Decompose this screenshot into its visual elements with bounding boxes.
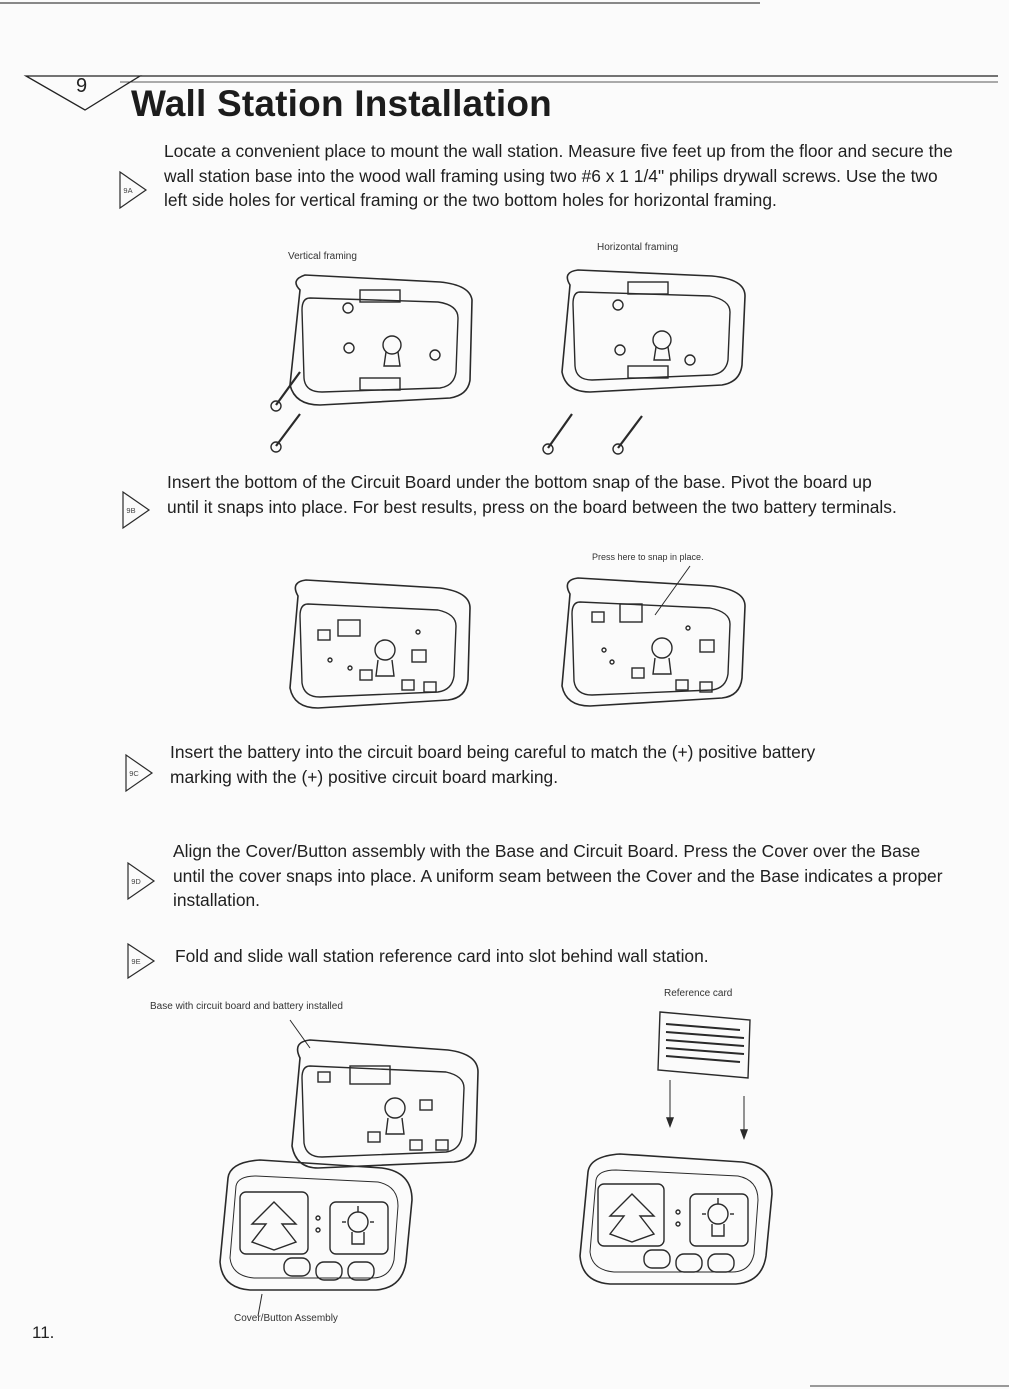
step-9e-text: Fold and slide wall station reference card into slot behind wall station. [175, 946, 709, 966]
caption-reference-card: Reference card [664, 988, 733, 999]
step-9a-text: Locate a convenient place to mount the wall station. Measure five feet up from the floor and secure the wall station base into the wood wall framing using two #6 x 1 1/4" philips drywall screws. Use the two left side holes for vertical framing or the two bottom holes for horizontal framing. [164, 141, 953, 210]
page-number: 11. [32, 1323, 55, 1342]
caption-vertical-framing: Vertical framing [288, 251, 357, 262]
cover-assembly-drawing [220, 1160, 412, 1316]
step-marker-9a: 9A [123, 186, 133, 195]
step-9c-text: Insert the battery into the circuit board being careful to match the (+) positive battery marking with the (+) positive circuit board marking. [170, 742, 816, 787]
step-marker-9c: 9C [129, 769, 139, 778]
base-installed-drawing [290, 1020, 478, 1168]
caption-cover-assembly: Cover/Button Assembly [234, 1313, 338, 1324]
base-horizontal-framing-drawing [543, 270, 745, 454]
reference-card-drawing [658, 1012, 750, 1138]
step-9d-text: Align the Cover/Button assembly with the Base and Circuit Board. Press the Cover over the Base until the cover snaps into place. A uniform seam between the Cover and the Base indicates a proper installation. [173, 841, 943, 910]
base-vertical-framing-drawing [271, 275, 472, 452]
step-marker-9e: 9E [131, 957, 141, 966]
circuit-board-drawing-left [290, 580, 470, 708]
caption-base-installed: Base with circuit board and battery installed [150, 1001, 343, 1012]
step-9b-text: Insert the bottom of the Circuit Board under the bottom snap of the base. Pivot the board up until it snaps into place. For best results, press on the board between the two battery terminals. [167, 472, 897, 517]
page-title: Wall Station Installation [131, 83, 552, 124]
section-number: 9 [76, 75, 88, 97]
assembled-wall-station-drawing [580, 1154, 772, 1284]
caption-horizontal-framing: Horizontal framing [597, 242, 679, 253]
step-marker-9d: 9D [131, 877, 141, 886]
step-marker-9b: 9B [126, 506, 136, 515]
caption-press-here: Press here to snap in place. [592, 552, 704, 562]
circuit-board-drawing-right [562, 566, 745, 706]
